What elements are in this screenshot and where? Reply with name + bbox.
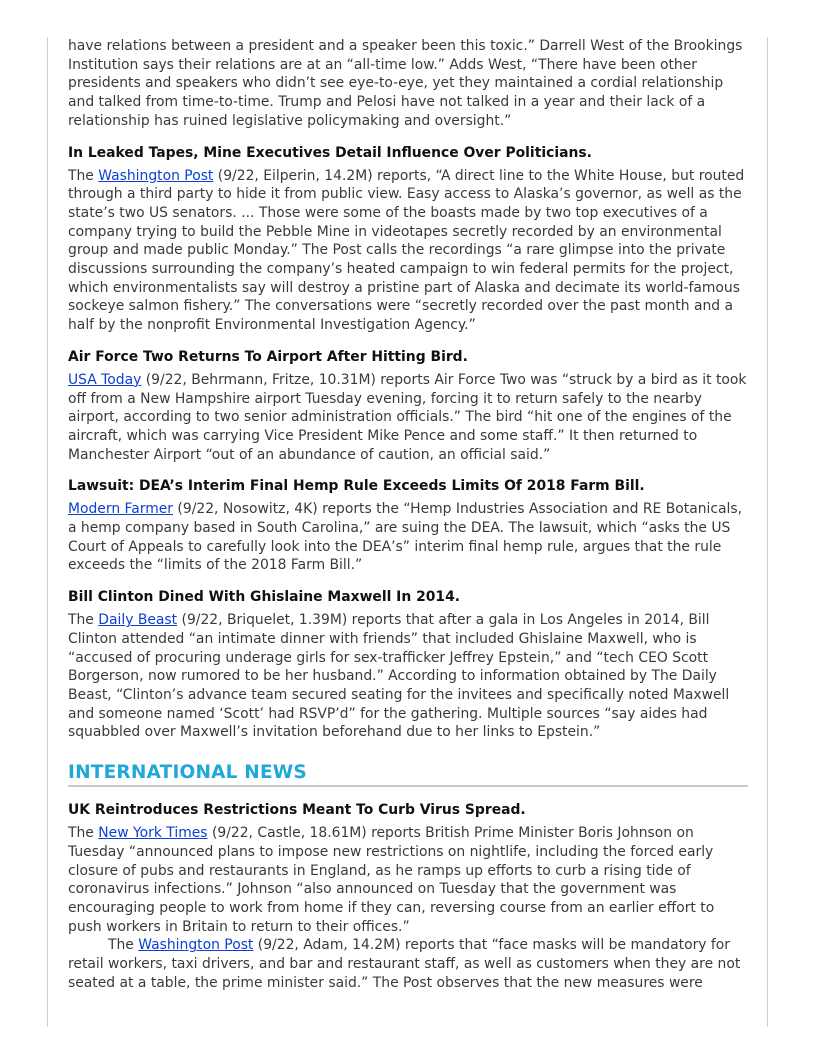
article-text: (9/22, Briquelet, 1.39M) reports that after a gala in Los Angeles in 2014, Bill Clinton attended “an intimate dinner with friends” that included Ghislaine Maxwell, who is “accused of procuring underage girls for sex-trafficker Jeffrey Epstein,” and “tech CEO Scott Borgerson, now rumored to be her husband.” According to information obtained by The Daily Beast, “Clinton’s advance team secured seating for the invitees and specifically noted Maxwell and someone named ‘Scott’ had RSVP’d” for the gathering. Multiple sources “say aides had squabbled over Maxwell’s invitation beforehand due to her links to Epstein.” — [68, 612, 730, 741]
article-body-uk-restrictions-p1 — [68, 824, 748, 936]
source-link-washington-post-2[interactable]: Washington Post — [138, 937, 254, 954]
article-text: (9/22, Nosowitz, 4K) reports the “Hemp Industries Association and RE Botanicals, a hemp company based in South Carolina,” are suing the DEA. The lawsuit, which “asks the US Court of Appeals to carefully look into the DEA’s” interim final hemp rule, argues that the rule exceeds the “limits of the 2018 Farm Bill.” — [68, 501, 743, 574]
article-headline-clinton-maxwell: Bill Clinton Dined With Ghislaine Maxwell In 2014. — [68, 589, 461, 606]
source-link-new-york-times[interactable]: New York Times — [98, 825, 208, 842]
intro-paragraph: have relations between a president and a speaker been this toxic.” Darrell West of the Brookings Institution says their relations are at an “all-time low.” Adds West, “There have been other presidents and speakers who didn’t see eye-to-eye, yet they maintained a cordial relationship and talked from time-to-time. Trump and Pelosi have not talked in a year and their lack of a relationship has ruined legislative policymaking and oversight.” — [68, 38, 743, 129]
article-lead: The — [68, 825, 99, 842]
article-text: (9/22, Castle, 18.61M) reports British Prime Minister Boris Johnson on Tuesday “announced plans to impose new restrictions on nightlife, including the forced early closure of pubs and restaurants in England, as he ramps up efforts to curb a rising tide of coronavirus infections.” Johnson “also announced on Tuesday that the government was encouraging people to work from home if they can, reversing course from an earlier effort to push workers in Britain to return to their offices.” — [68, 825, 715, 935]
source-link-daily-beast[interactable]: Daily Beast — [98, 612, 178, 629]
article-text: (9/22, Eilperin, 14.2M) reports, “A direct line to the White House, but routed through a third party to hide it from public view. Easy access to Alaska’s governor, as well as the state’s two US senators. ... Those were some of the boasts made by two top executives of a company trying to build the Pebble Mine in videotapes secretly recorded by an environmental group and made public Monday.” The Post calls the recordings “a rare glimpse into the private discussions surrounding the company’s heated campaign to win federal permits for the project, which environmentalists say will destroy a pristine part of Alaska and decimate its world-famous sockeye salmon fishery.” The conversations were “secretly recorded over the past month and a half by the nonprofit Environmental Investigation Agency.” — [68, 167, 745, 334]
document-content — [68, 37, 748, 992]
article-lead: The — [68, 167, 99, 184]
article-headline-hemp-lawsuit: Lawsuit: DEA’s Interim Final Hemp Rule Exceeds Limits Of 2018 Farm Bill. — [68, 478, 645, 495]
article-text: (9/22, Adam, 14.2M) reports that “face masks will be mandatory for retail workers, taxi drivers, and bar and restaurant staff, as well as customers when they are not seated at a table, the prime minister said.” The Post observes that the new measures were — [68, 937, 741, 991]
article-headline-air-force-two: Air Force Two Returns To Airport After Hitting Bird. — [68, 348, 468, 365]
article-body-uk-restrictions-p2 — [68, 936, 748, 992]
article-body-pebble-mine — [68, 167, 748, 335]
article-lead: The — [108, 937, 139, 954]
article-headline-uk-restrictions: UK Reintroduces Restrictions Meant To Curb Virus Spread. — [68, 802, 526, 819]
source-link-modern-farmer[interactable]: Modern Farmer — [68, 501, 174, 518]
article-body-clinton-maxwell — [68, 611, 748, 742]
source-link-usa-today[interactable]: USA Today — [68, 371, 142, 388]
section-header-international — [68, 762, 748, 787]
article-text: (9/22, Behrmann, Fritze, 10.31M) reports Air Force Two was “struck by a bird as it took off from a New Hampshire airport Tuesday evening, forcing it to return safely to the nearby airport, according to two senior administration officials.” The bird “hit one of the engines of the aircraft, which was carrying Vice President Mike Pence and some staff.” It then returned to Manchester Airport “out of an abundance of caution, an official said.” — [68, 371, 747, 463]
source-link-washington-post[interactable]: Washington Post — [98, 167, 214, 184]
article-body-air-force-two — [68, 371, 748, 465]
article-headline-pebble-mine: In Leaked Tapes, Mine Executives Detail Influence Over Politicians. — [68, 144, 592, 161]
article-body-hemp-lawsuit — [68, 500, 748, 575]
section-title: INTERNATIONAL NEWS — [68, 762, 307, 784]
article-lead: The — [68, 612, 99, 629]
